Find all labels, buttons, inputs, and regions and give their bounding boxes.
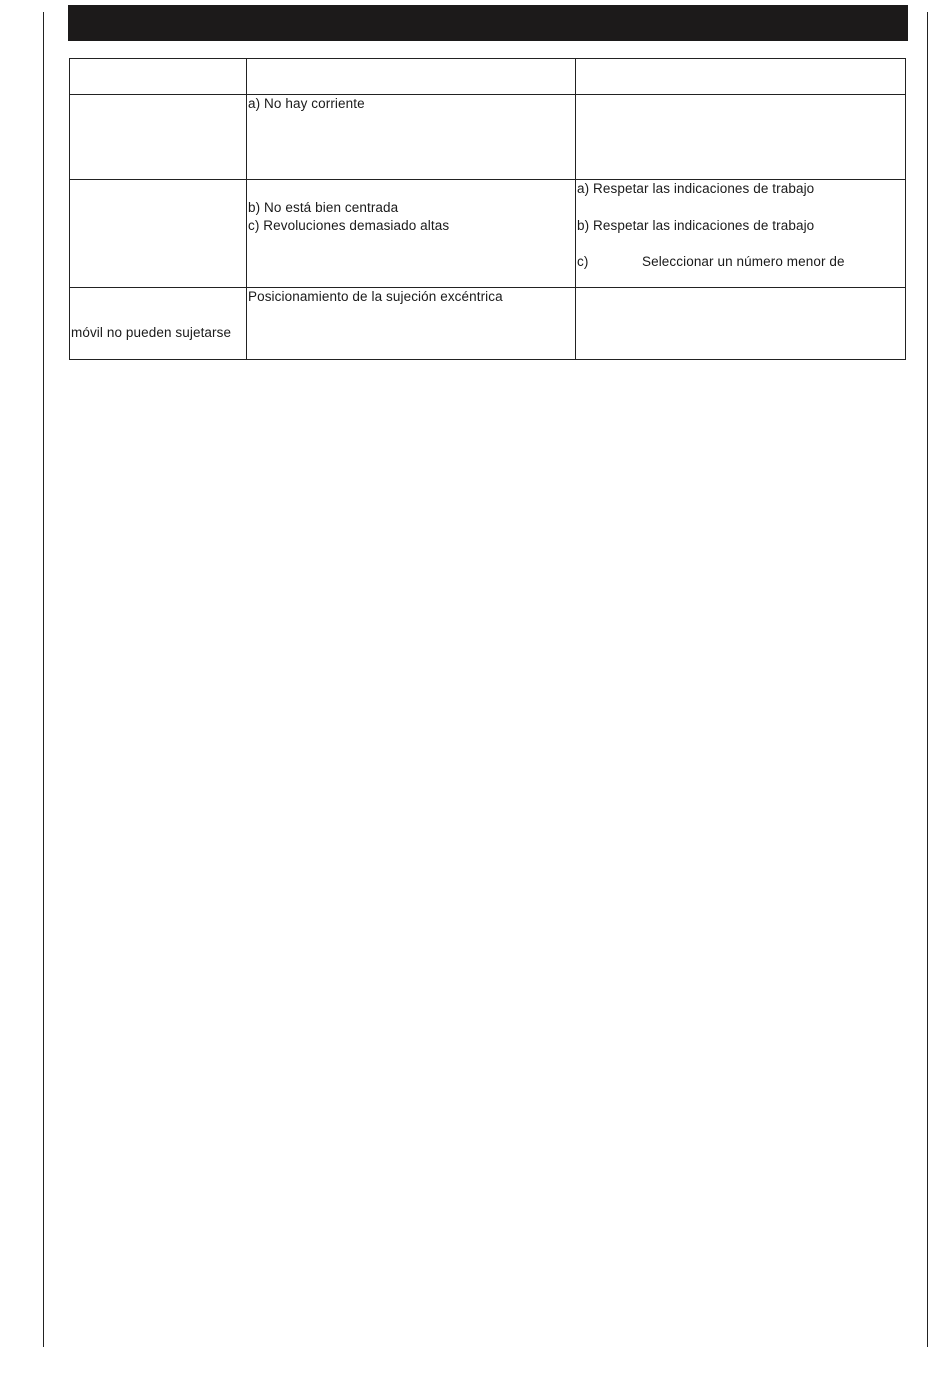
troubleshooting-table: [69, 58, 906, 360]
table-row-divider: [70, 94, 905, 95]
table-column-divider: [575, 59, 576, 359]
remedy-text: b) Respetar las indicaciones de trabajo: [577, 218, 815, 233]
left-margin-rule: [43, 12, 44, 1347]
section-header-bar: [68, 5, 908, 41]
cause-text: a) No hay corriente: [248, 96, 365, 111]
remedy-text: a) Respetar las indicaciones de trabajo: [577, 181, 815, 196]
symptom-text: móvil no pueden sujetarse: [71, 325, 232, 340]
remedy-text: Seleccionar un número menor de: [642, 254, 845, 269]
cause-text: b) No está bien centrada: [248, 200, 399, 215]
table-column-divider: [246, 59, 247, 359]
right-margin-rule: [927, 12, 928, 1347]
remedy-text: c): [577, 254, 589, 269]
cause-text: Posicionamiento de la sujeción excéntrica: [248, 289, 503, 304]
cause-text: c) Revoluciones demasiado altas: [248, 218, 450, 233]
